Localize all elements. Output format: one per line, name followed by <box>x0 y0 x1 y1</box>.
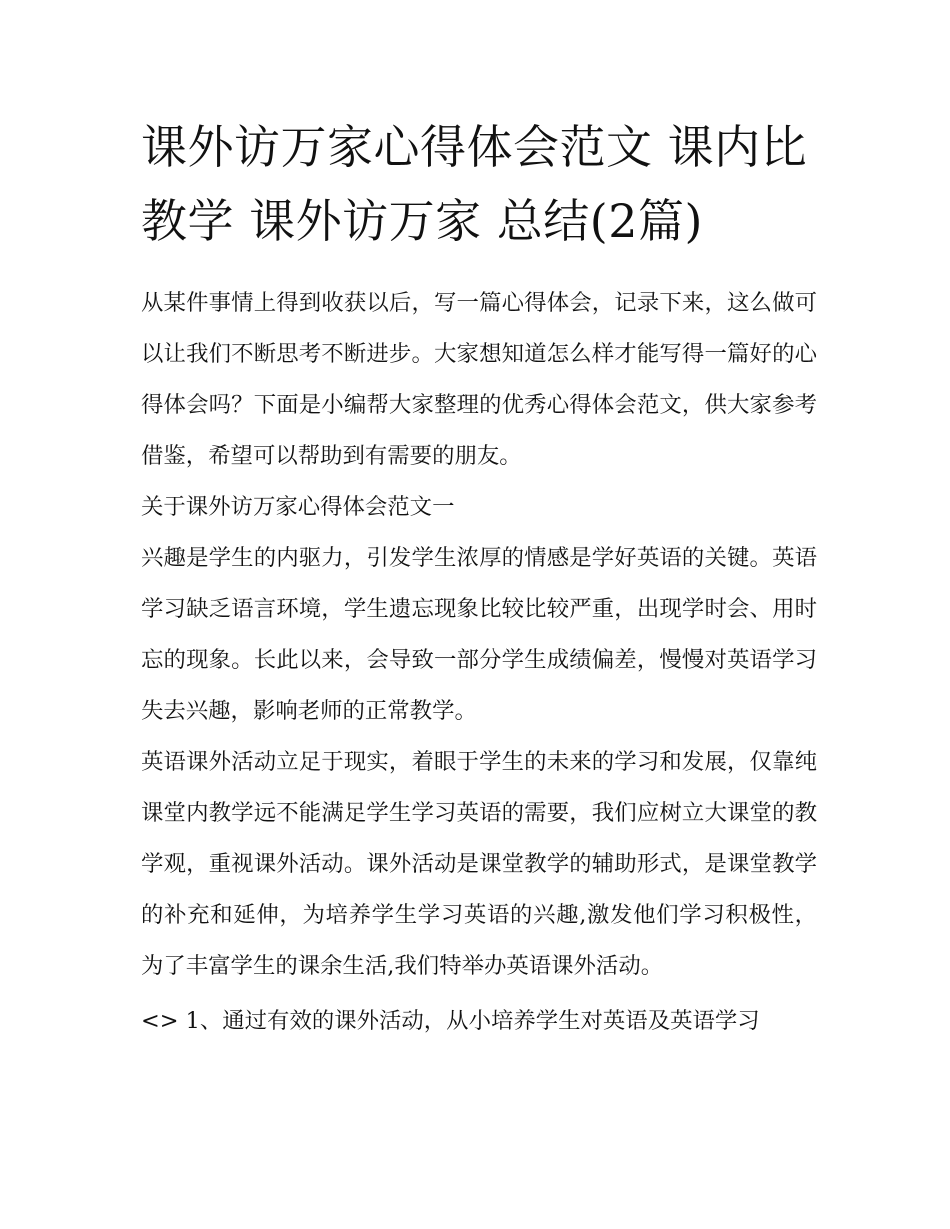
intro-paragraph: 从某件事情上得到收获以后，写一篇心得体会，记录下来，这么做可以让我们不断思考不断进步。大家想知道怎么样才能写得一篇好的心得体会吗？下面是小编帮大家整理的优秀心得体会范文，供大家参考借鉴，希望可以帮助到有需要的朋友。 <box>141 290 817 469</box>
document-title: 课外访万家心得体会范文 课内比教学 课外访万家 总结(2篇) <box>141 120 808 248</box>
section-heading: 关于课外访万家心得体会范文一 <box>141 494 455 520</box>
body-paragraph-interest: 兴趣是学生的内驱力，引发学生浓厚的情感是学好英语的关键。英语学习缺乏语言环境，学生遗忘现象比较比较严重，出现学时会、用时忘的现象。长此以来，会导致一部分学生成绩偏差，慢慢对英语学习失去兴趣，影响老师的正常教学。 <box>141 545 817 724</box>
list-item-1: <> 1、通过有效的课外活动，从小培养学生对英语及英语学习 <box>141 1008 760 1034</box>
document-content <box>141 110 817 1047</box>
document-body <box>141 278 817 1047</box>
body-paragraph-activities: 英语课外活动立足于现实，着眼于学生的未来的学习和发展，仅靠纯课堂内教学远不能满足学生学习英语的需要，我们应树立大课堂的教学观，重视课外活动。课外活动是课堂教学的辅助形式，是课堂教学的补充和延伸，为培养学生学习英语的兴趣,激发他们学习积极性，为了丰富学生的课余生活,我们特举办英语课外活动。 <box>141 749 817 979</box>
